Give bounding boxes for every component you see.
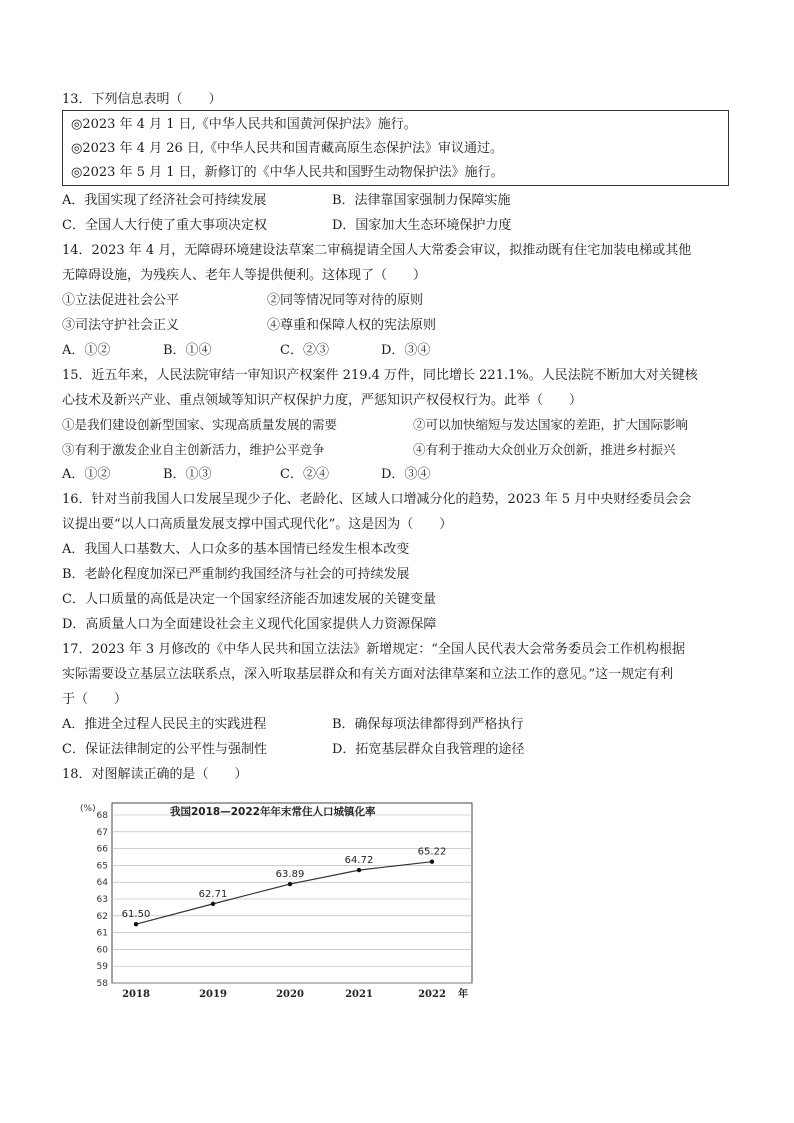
- data-label: 62.71: [198, 888, 228, 900]
- y-tick-label: 61: [96, 928, 108, 939]
- x-tick-label: 2019: [199, 989, 227, 1000]
- y-tick-label: 60: [96, 945, 108, 956]
- q16-option-d[interactable]: D．高质量人口为全面建设社会主义现代化国家提供人力资源保障: [62, 617, 437, 632]
- chart-title: 我国2018—2022年年末常住人口城镇化率: [170, 806, 376, 818]
- q15-stem-line-2: 心技术及新兴产业、重点领域等知识产权保护力度，严惩知识产权侵权行为。此举（ ）: [62, 393, 583, 408]
- q15-answer-d[interactable]: D．③④: [381, 467, 431, 482]
- x-tick-label: 2021: [345, 989, 373, 1000]
- y-tick-label: 62: [96, 911, 108, 922]
- data-point: [134, 922, 138, 926]
- q17-stem-line-2: 实际需要设立基层立法联系点，深入听取基层群众和有关方面对法律草案和立法工作的意见。”这一规定有利: [62, 667, 674, 682]
- q14-answer-b[interactable]: B．①④: [163, 343, 212, 358]
- q17-option-d[interactable]: D．拓宽基层群众自我管理的途径: [332, 742, 525, 757]
- data-label: 61.50: [121, 909, 151, 921]
- y-tick-label: 66: [96, 844, 108, 855]
- x-axis-ticks: [122, 989, 446, 1000]
- urbanization-chart: [76, 793, 476, 1008]
- q15-item-2: ②可以加快缩短与发达国家的差距，扩大国际影响: [413, 417, 689, 432]
- data-label: 65.22: [417, 846, 447, 858]
- q13-option-a[interactable]: A．我国实现了经济社会可持续发展: [62, 193, 267, 208]
- q17-stem-line-3: 于（ ）: [62, 692, 128, 707]
- y-axis-unit: (%): [80, 804, 96, 814]
- q15-item-3: ③有利于激发企业自主创新活力，维护公平竞争: [62, 442, 325, 457]
- q13-info-3: ◎2023 年 5 月 1 日，新修订的《中华人民共和国野生动物保护法》施行。: [71, 165, 504, 180]
- q15-answer-b[interactable]: B．①③: [163, 467, 212, 482]
- q13-info-1: ◎2023 年 4 月 1 日,《中华人民共和国黄河保护法》施行。: [71, 117, 417, 132]
- q14-stem-line-1: 14．2023 年 4 月，无障碍环境建设法草案二审稿提请全国人大常委会审议，拟推动既有住宅加装电梯或其他: [62, 243, 692, 258]
- q14-answer-c[interactable]: C．②③: [280, 343, 329, 358]
- q17-option-a[interactable]: A．推进全过程人民民主的实践进程: [62, 717, 267, 732]
- q14-item-3: ③司法守护社会正义: [62, 318, 180, 333]
- q13-option-c[interactable]: C．全国人大行使了重大事项决定权: [62, 218, 267, 233]
- y-axis-ticks: [97, 811, 109, 989]
- q14-answer-a[interactable]: A．①②: [62, 343, 111, 358]
- q14-item-1: ①立法促进社会公平: [62, 293, 180, 308]
- q15-item-4: ④有利于推动大众创业万众创新，推进乡村振兴: [413, 442, 676, 457]
- q13-info-2: ◎2023 年 4 月 26 日,《中华人民共和国青藏高原生态保护法》审议通过。: [71, 141, 504, 156]
- q14-item-2: ②同等情况同等对待的原则: [267, 293, 424, 308]
- q18-stem: 18．对图解读正确的是（ ）: [62, 767, 248, 782]
- q13-option-d[interactable]: D．国家加大生态环境保护力度: [332, 218, 512, 233]
- q13-option-b[interactable]: B．法律靠国家强制力保障实施: [332, 193, 511, 208]
- q14-item-4: ④尊重和保障人权的宪法原则: [267, 318, 437, 333]
- data-point: [288, 882, 292, 886]
- q16-option-c[interactable]: C．人口质量的高低是决定一个国家经济能否加速发展的关键变量: [62, 592, 436, 607]
- q17-option-c[interactable]: C．保证法律制定的公平性与强制性: [62, 742, 267, 757]
- q14-answer-d[interactable]: D．③④: [381, 343, 431, 358]
- q16-stem-line-2: 议提出要“以人口高质量发展支撑中国式现代化”。这是因为（ ）: [62, 517, 453, 532]
- y-tick-label: 64: [96, 878, 108, 889]
- q16-stem-line-1: 16．针对当前我国人口发展呈现少子化、老龄化、区域人口增减分化的趋势，2023 年 5 月中央财经委员会会: [62, 492, 692, 507]
- data-point: [211, 902, 215, 906]
- q17-stem-line-1: 17．2023 年 3 月修改的《中华人民共和国立法法》新增规定：“全国人民代表大会常务委员会工作机构根据: [62, 642, 685, 657]
- y-tick-label: 59: [96, 962, 108, 973]
- q13-stem: 13．下列信息表明（ ）: [62, 92, 222, 107]
- q15-answer-a[interactable]: A．①②: [62, 467, 111, 482]
- plot-frame: [112, 803, 472, 983]
- chart-svg: [76, 793, 476, 1008]
- q16-option-a[interactable]: A．我国人口基数大、人口众多的基本国情已经发生根本改变: [62, 542, 410, 557]
- x-tick-label: 2018: [122, 989, 150, 1000]
- data-point: [357, 868, 361, 872]
- data-label: 63.89: [275, 869, 305, 881]
- q17-option-b[interactable]: B．确保每项法律都得到严格执行: [332, 717, 524, 732]
- q13-info-box: [62, 110, 729, 186]
- q15-item-1: ①是我们建设创新型国家、实现高质量发展的需要: [62, 417, 338, 432]
- x-axis-unit: 年: [458, 989, 468, 1000]
- y-tick-label: 58: [96, 979, 108, 989]
- q16-option-b[interactable]: B．老龄化程度加深已严重制约我国经济与社会的可持续发展: [62, 567, 410, 582]
- q15-answer-c[interactable]: C．②④: [280, 467, 329, 482]
- x-tick-label: 2022: [418, 989, 446, 1000]
- q15-stem-line-1: 15．近五年来，人民法院审结一审知识产权案件 219.4 万件，同比增长 221.1%。人民法院不断加大对关键核: [62, 368, 698, 383]
- y-tick-label: 68: [96, 811, 108, 821]
- y-tick-label: 67: [96, 827, 108, 838]
- q14-stem-line-2: 无障碍设施，为残疾人、老年人等提供便利。这体现了（ ）: [62, 268, 427, 283]
- y-tick-label: 63: [96, 895, 108, 905]
- data-label: 64.72: [344, 855, 374, 867]
- x-tick-label: 2020: [276, 989, 304, 1000]
- y-tick-label: 65: [96, 861, 108, 872]
- data-point: [430, 860, 434, 864]
